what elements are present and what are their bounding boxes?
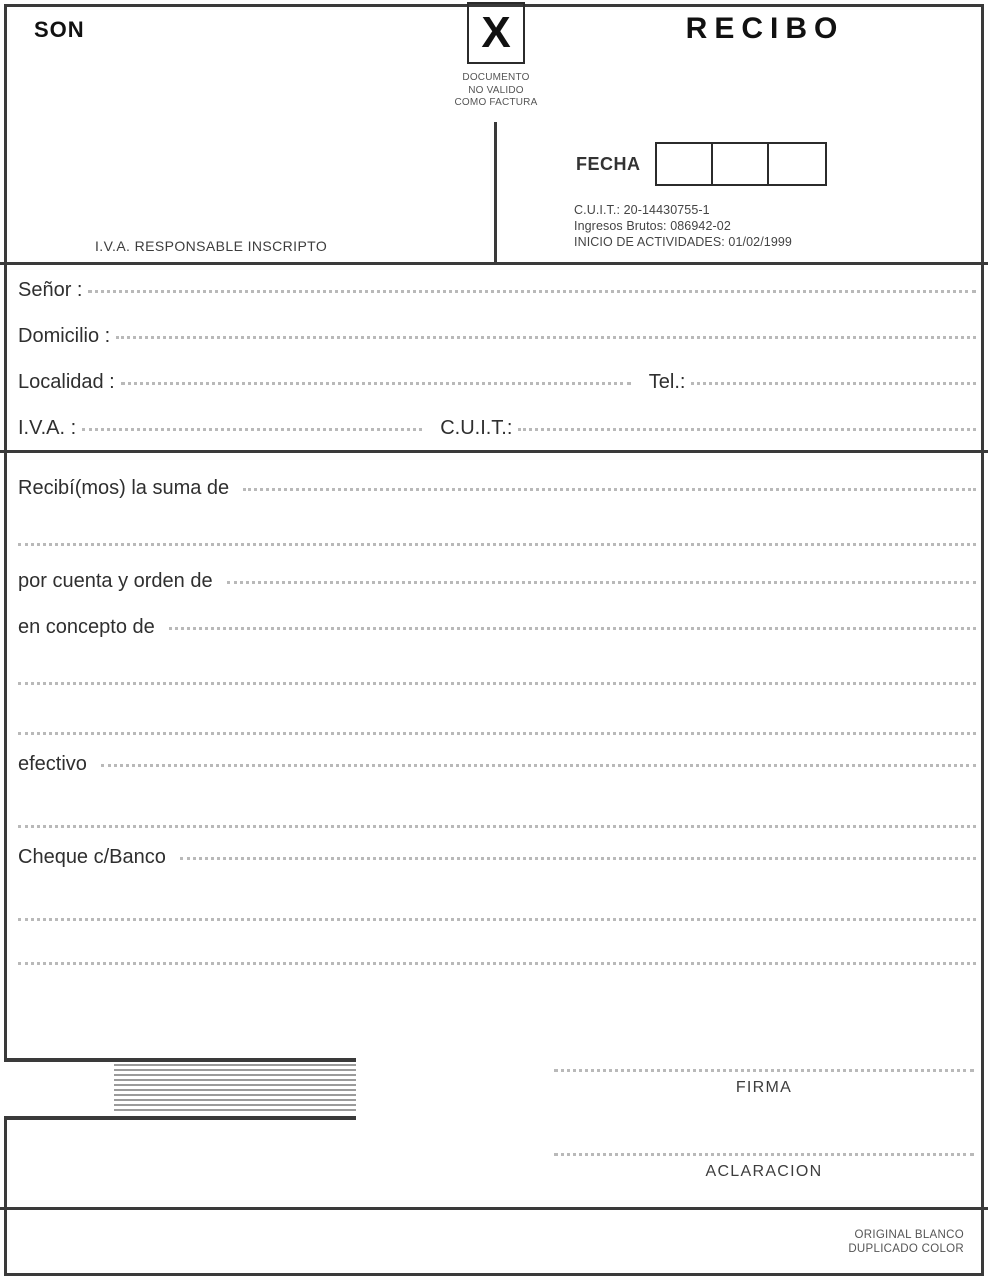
total-amount-box bbox=[4, 1058, 356, 1120]
on-behalf-row bbox=[18, 570, 976, 593]
document-type-letter: X bbox=[481, 8, 511, 57]
cheque-continuation-input-1[interactable] bbox=[18, 917, 976, 921]
cuenta-input[interactable] bbox=[227, 580, 976, 584]
issuer-ingresos-brutos: Ingresos Brutos: 086942-02 bbox=[574, 219, 731, 233]
customer-address-row bbox=[18, 325, 976, 348]
cheque-continuation-input-2[interactable] bbox=[18, 961, 976, 965]
aclaracion-caption: ACLARACION bbox=[705, 1163, 823, 1180]
cheque-input[interactable] bbox=[180, 856, 976, 860]
suma-input[interactable] bbox=[243, 487, 976, 491]
cash-row bbox=[18, 753, 976, 776]
domicilio-label: Domicilio : bbox=[18, 325, 111, 347]
date-field-group bbox=[576, 142, 827, 186]
total-amount-input[interactable] bbox=[114, 1064, 356, 1114]
issuer-iva-condition: I.V.A. RESPONSABLE INSCRIPTO bbox=[95, 238, 328, 254]
check-row bbox=[18, 846, 976, 869]
caption-line-1: DOCUMENTO bbox=[462, 72, 530, 83]
senor-input[interactable] bbox=[88, 289, 976, 293]
caption-line-2: NO VALIDO bbox=[468, 84, 524, 96]
concepto-continuation-input-1[interactable] bbox=[18, 681, 976, 685]
son-label: SON bbox=[34, 17, 85, 42]
date-day-cell[interactable] bbox=[657, 144, 713, 184]
efectivo-input[interactable] bbox=[101, 763, 976, 767]
senor-label: Señor : bbox=[18, 279, 83, 301]
date-boxes bbox=[655, 142, 827, 186]
customer-iva-input[interactable] bbox=[82, 427, 422, 431]
signature-group bbox=[554, 1068, 974, 1097]
firma-caption: FIRMA bbox=[735, 1079, 793, 1096]
date-label: FECHA bbox=[576, 153, 641, 174]
aclaracion-input[interactable] bbox=[554, 1152, 974, 1156]
caption-line-3: COMO FACTURA bbox=[454, 97, 538, 108]
copy-legend bbox=[848, 1228, 964, 1256]
customer-section bbox=[0, 265, 988, 450]
body-section bbox=[0, 453, 988, 1043]
localidad-label: Localidad : bbox=[18, 371, 115, 393]
localidad-input[interactable] bbox=[121, 381, 631, 385]
customer-iva-label: I.V.A. : bbox=[18, 417, 77, 439]
customer-name-row bbox=[18, 279, 976, 302]
issuer-cuit: C.U.I.T.: 20-14430755-1 bbox=[574, 203, 710, 217]
amount-row bbox=[18, 477, 976, 500]
domicilio-input[interactable] bbox=[116, 335, 976, 339]
document-type-badge bbox=[467, 2, 525, 64]
suma-continuation-input[interactable] bbox=[18, 542, 976, 546]
firma-input[interactable] bbox=[554, 1068, 974, 1072]
copy-legend-line-2: DUPLICADO COLOR bbox=[848, 1243, 964, 1255]
efectivo-continuation-input[interactable] bbox=[18, 824, 976, 828]
copy-legend-line-1: ORIGINAL BLANCO bbox=[854, 1229, 964, 1241]
page-title: RECIBO bbox=[685, 12, 845, 45]
clarification-group bbox=[554, 1152, 974, 1181]
fiscal-info-block bbox=[574, 202, 792, 250]
customer-iva-row bbox=[18, 417, 976, 440]
customer-locality-row bbox=[18, 371, 976, 394]
tel-label: Tel.: bbox=[648, 371, 686, 393]
concepto-continuation-input-2[interactable] bbox=[18, 731, 976, 735]
concepto-input[interactable] bbox=[169, 626, 976, 630]
document-type-caption bbox=[430, 72, 562, 110]
cheque-label: Cheque c/Banco bbox=[18, 846, 166, 868]
footer-separator-rule bbox=[0, 1207, 988, 1210]
header-section bbox=[0, 0, 988, 262]
customer-cuit-label: C.U.I.T.: bbox=[440, 417, 513, 439]
issuer-inicio-actividades: INICIO DE ACTIVIDADES: 01/02/1999 bbox=[574, 235, 792, 249]
efectivo-label: efectivo bbox=[18, 753, 87, 775]
date-month-cell[interactable] bbox=[713, 144, 769, 184]
date-year-cell[interactable] bbox=[769, 144, 825, 184]
concept-row bbox=[18, 616, 976, 639]
concepto-label: en concepto de bbox=[18, 616, 155, 638]
customer-cuit-input[interactable] bbox=[518, 427, 976, 431]
suma-label: Recibí(mos) la suma de bbox=[18, 477, 230, 499]
header-vertical-divider bbox=[494, 122, 497, 262]
cuenta-label: por cuenta y orden de bbox=[18, 570, 213, 592]
tel-input[interactable] bbox=[691, 381, 976, 385]
